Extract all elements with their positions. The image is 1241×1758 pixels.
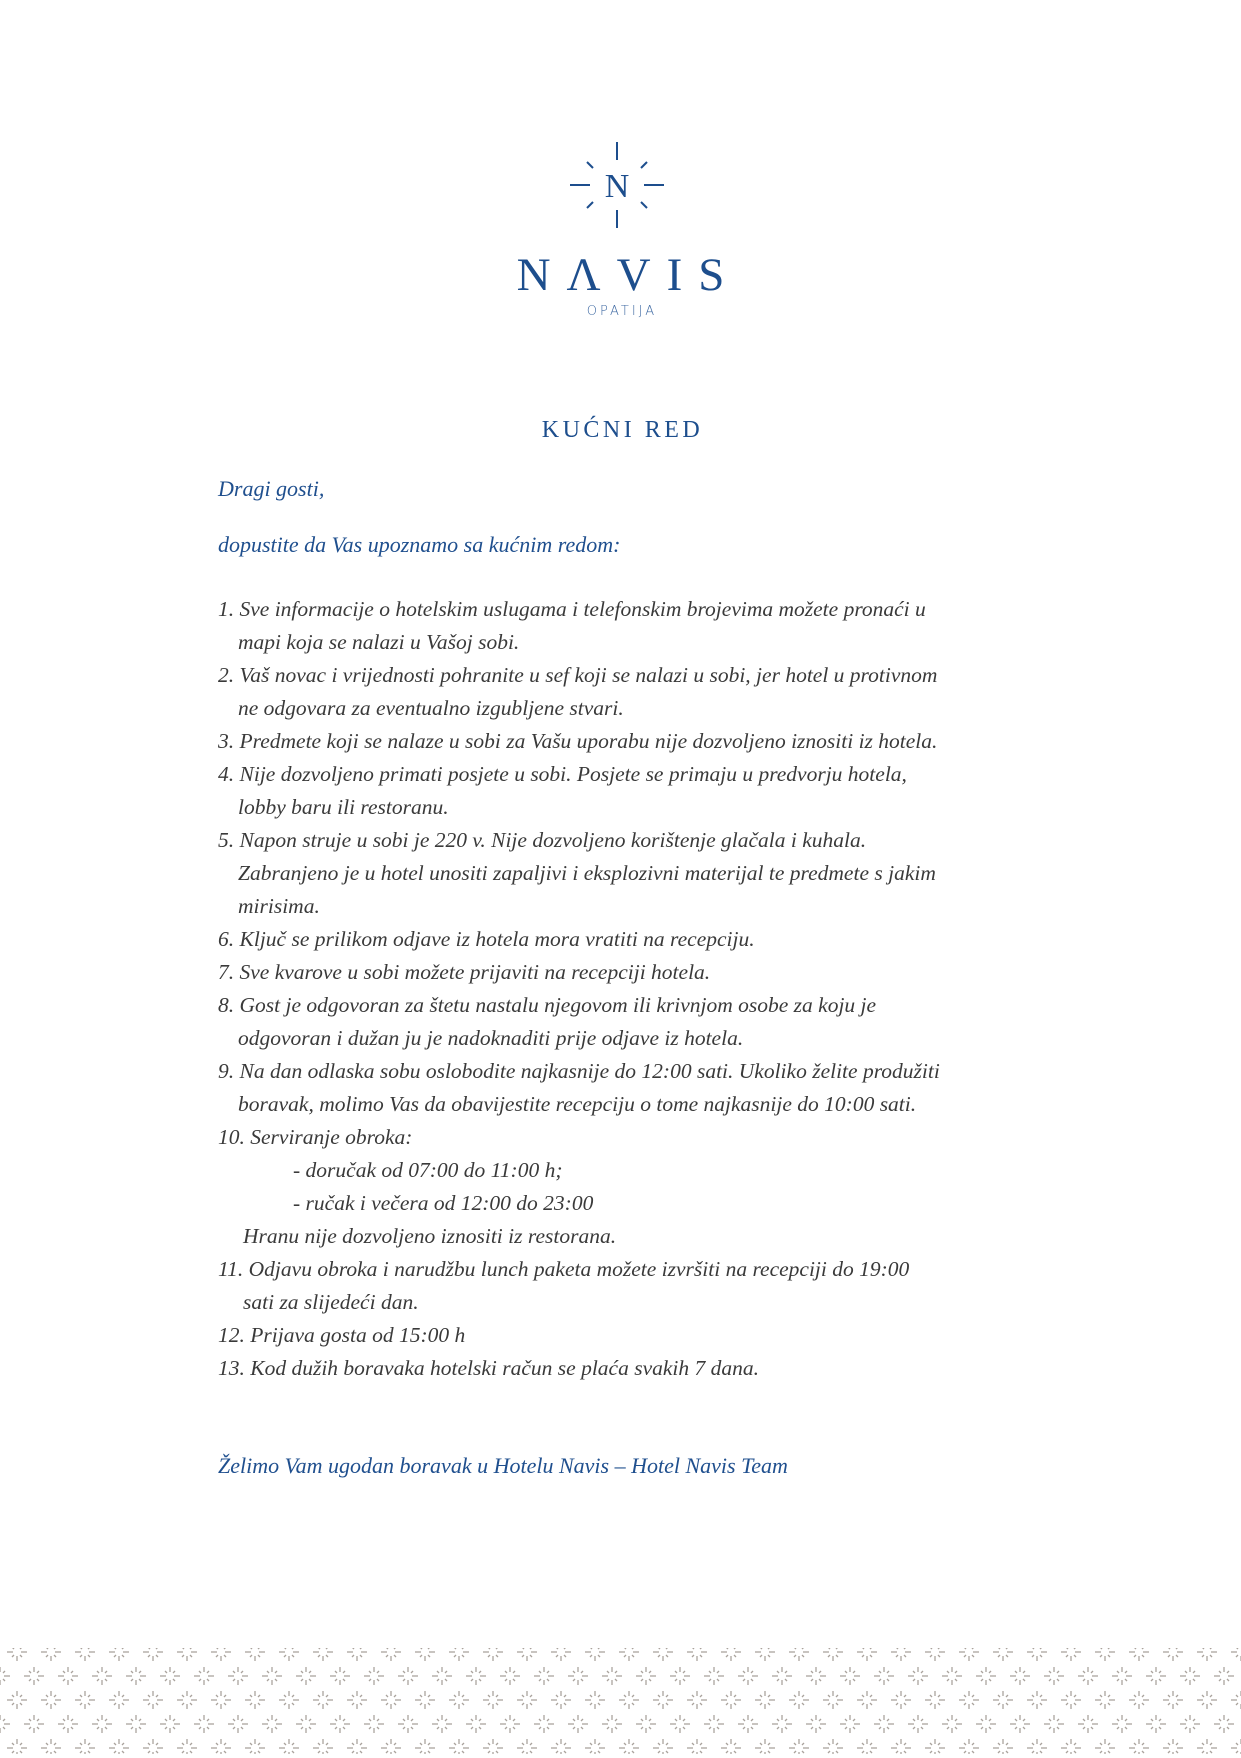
rule-item [218, 659, 1018, 725]
rule-sub-item: - ručak i večera od 12:00 do 23:00 [293, 1191, 594, 1215]
rule-item [218, 1253, 1018, 1319]
rule-item [218, 1319, 1018, 1352]
rule-continuation: ne odgovara za eventualno izgubljene stvari. [238, 696, 624, 720]
rule-text: 13. Kod dužih boravaka hotelski račun se plaća svakih 7 dana. [218, 1356, 760, 1380]
rule-item [218, 1121, 1018, 1253]
brand-name: NΛVIS [516, 249, 741, 301]
rule-text: 8. Gost je odgovoran za štetu nastalu njegovom ili krivnjom osobe za koju je [218, 993, 877, 1017]
rule-text: 5. Napon struje u sobi je 220 v. Nije dozvoljeno korištenje glačala i kuhala. [218, 828, 867, 852]
rule-continuation: lobby baru ili restoranu. [238, 795, 449, 819]
rule-continuation: odgovoran i dužan ju je nadoknaditi prije odjave iz hotela. [238, 1026, 744, 1050]
rule-item [218, 956, 1018, 989]
rule-continuation: sati za slijedeći dan. [243, 1290, 419, 1314]
brand-location: OPATIJA [586, 304, 658, 319]
rule-text: 12. Prijava gosta od 15:00 h [218, 1323, 466, 1347]
rule-text: 6. Ključ se prilikom odjave iz hotela mora vratiti na recepciju. [218, 927, 755, 951]
rule-text: 3. Predmete koji se nalaze u sobi za Vašu uporabu nije dozvoljeno iznositi iz hotela. [218, 729, 938, 753]
rule-text: 2. Vaš novac i vrijednosti pohranite u sef koji se nalazi u sobi, jer hotel u protivnom [218, 663, 938, 687]
rule-item [218, 758, 1018, 824]
rule-item [218, 593, 1018, 659]
rule-text: 1. Sve informacije o hotelskim uslugama i telefonskim brojevima možete pronaći u [218, 597, 926, 621]
rule-item [218, 923, 1018, 956]
rule-continuation: Hranu nije dozvoljeno iznositi iz restorana. [243, 1224, 617, 1248]
rule-continuation: mirisima. [238, 894, 320, 918]
rule-item [218, 1352, 1018, 1385]
compass-star-icon [565, 138, 669, 234]
greeting: Dragi gosti, [218, 476, 325, 501]
rule-item [218, 989, 1018, 1055]
rule-text: 7. Sve kvarove u sobi možete prijaviti na recepciji hotela. [218, 960, 711, 984]
intro-text: dopustite da Vas upoznamo sa kućnim redom: [218, 532, 621, 557]
rule-text: 11. Odjavu obroka i narudžbu lunch paketa možete izvršiti na recepciji do 19:00 [218, 1257, 910, 1281]
rule-item [218, 725, 1018, 758]
logo-mark-letter: N [604, 168, 630, 205]
rule-continuation: mapi koja se nalazi u Vašoj sobi. [238, 630, 520, 654]
rule-continuation: boravak, molimo Vas da obavijestite recepciju o tome najkasnije do 10:00 sati. [238, 1092, 917, 1116]
rule-sub-item: - doručak od 07:00 do 11:00 h; [293, 1158, 563, 1182]
rules-list [218, 593, 1018, 1385]
rule-text: 9. Na dan odlaska sobu oslobodite najkasnije do 12:00 sati. Ukoliko želite produžiti [218, 1059, 940, 1083]
page-title: KUĆNI RED [541, 417, 704, 443]
rule-continuation: Zabranjeno je u hotel unositi zapaljivi i eksplozivni materijal te predmete s jakim [238, 861, 936, 885]
rule-item [218, 824, 1018, 923]
rule-text: 10. Serviranje obroka: [218, 1125, 413, 1149]
rule-item [218, 1055, 1018, 1121]
rule-text: 4. Nije dozvoljeno primati posjete u sobi. Posjete se primaju u predvorju hotela, [218, 762, 907, 786]
closing-text: Želimo Vam ugodan boravak u Hotelu Navis – Hotel Navis Team [218, 1453, 788, 1478]
compass-star-pattern [0, 1640, 1241, 1754]
